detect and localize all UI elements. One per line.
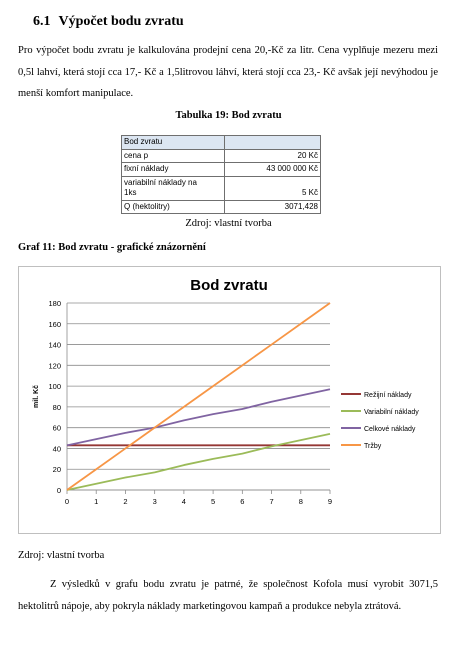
section-heading xyxy=(33,14,184,30)
graph-caption: Graf 11: Bod zvratu - grafické znázornění xyxy=(18,242,206,253)
x-tick-label: 1 xyxy=(94,497,99,506)
table-cell-value: 3071,428 xyxy=(225,200,321,214)
y-axis-label: mil. Kč xyxy=(33,385,40,408)
table-cell-label: Q (hektolitry) xyxy=(122,200,225,214)
y-tick-label: 120 xyxy=(48,361,61,371)
conclusion-paragraph: Z výsledků v grafu bodu zvratu je patrné, že společnost Kofola musí vyrobit 3071,5 hektolitrů nápoje, aby pokryla náklady marketingovou kampaň a produkce nebyla ztrátová. xyxy=(18,579,438,612)
legend-label: Tržby xyxy=(364,443,382,450)
table-cell-value: 20 Kč xyxy=(225,149,321,163)
y-tick-label: 0 xyxy=(56,486,61,495)
intro-paragraph: Pro výpočet bodu zvratu je kalkulována prodejní cena 20,-Kč za litr. Cena vyplňuje mezeru mezi 0,5l lahví, která stojí cca 17,- Kč a 1,5litrovou láhví, která stojí cca 23,- Kč avšak její nevýhodou je menší komfort manipulace. xyxy=(18,45,438,99)
legend-label: Variabilní náklady xyxy=(364,409,419,416)
table-row xyxy=(122,176,321,200)
y-tick-label: 140 xyxy=(48,340,61,350)
table-cell-label: fixní náklady xyxy=(122,163,225,177)
x-tick-label: 8 xyxy=(298,497,303,506)
graph-source: Zdroj: vlastní tvorba xyxy=(18,550,105,561)
series-line xyxy=(67,389,330,445)
legend-label: Režijní náklady xyxy=(364,392,412,399)
break-even-table xyxy=(121,135,321,214)
section-number: 6.1 xyxy=(33,14,51,29)
x-tick-label: 5 xyxy=(211,497,216,506)
x-tick-label: 4 xyxy=(181,497,186,506)
table-header-row xyxy=(122,136,321,150)
chart-title: Bod zvratu xyxy=(190,277,268,294)
y-tick-label: 20 xyxy=(52,465,61,475)
table-cell-label-line1: variabilní náklady na xyxy=(124,177,197,187)
x-tick-label: 2 xyxy=(123,497,128,506)
x-tick-label: 6 xyxy=(240,497,245,506)
y-tick-label: 60 xyxy=(52,423,61,433)
y-tick-label: 40 xyxy=(52,444,61,454)
x-tick-label: 7 xyxy=(269,497,274,506)
section-title: Výpočet bodu zvratu xyxy=(58,14,184,29)
table-header-empty xyxy=(225,136,321,150)
table-cell-value: 5 Kč xyxy=(225,176,321,200)
table-row xyxy=(122,163,321,177)
table-cell-label xyxy=(122,176,225,200)
x-tick-label: 3 xyxy=(152,497,157,506)
table-row xyxy=(122,200,321,214)
y-tick-label: 100 xyxy=(48,382,61,392)
table-caption: Tabulka 19: Bod zvratu xyxy=(175,110,282,121)
table-row xyxy=(122,149,321,163)
table-source: Zdroj: vlastní tvorba xyxy=(185,218,272,229)
y-tick-label: 160 xyxy=(48,319,61,329)
x-tick-label: 9 xyxy=(327,497,333,506)
chart-frame xyxy=(18,266,441,534)
table-cell-label-line2: 1ks xyxy=(124,188,137,197)
y-tick-label: 180 xyxy=(48,299,61,308)
table-cell-value: 43 000 000 Kč xyxy=(225,163,321,177)
table-cell-label: cena p xyxy=(122,149,225,163)
legend-label: Celkové náklady xyxy=(364,426,416,433)
table-header-cell: Bod zvratu xyxy=(122,136,225,150)
break-even-chart xyxy=(19,267,440,533)
x-tick-label: 0 xyxy=(64,497,70,506)
y-tick-label: 80 xyxy=(52,402,61,412)
